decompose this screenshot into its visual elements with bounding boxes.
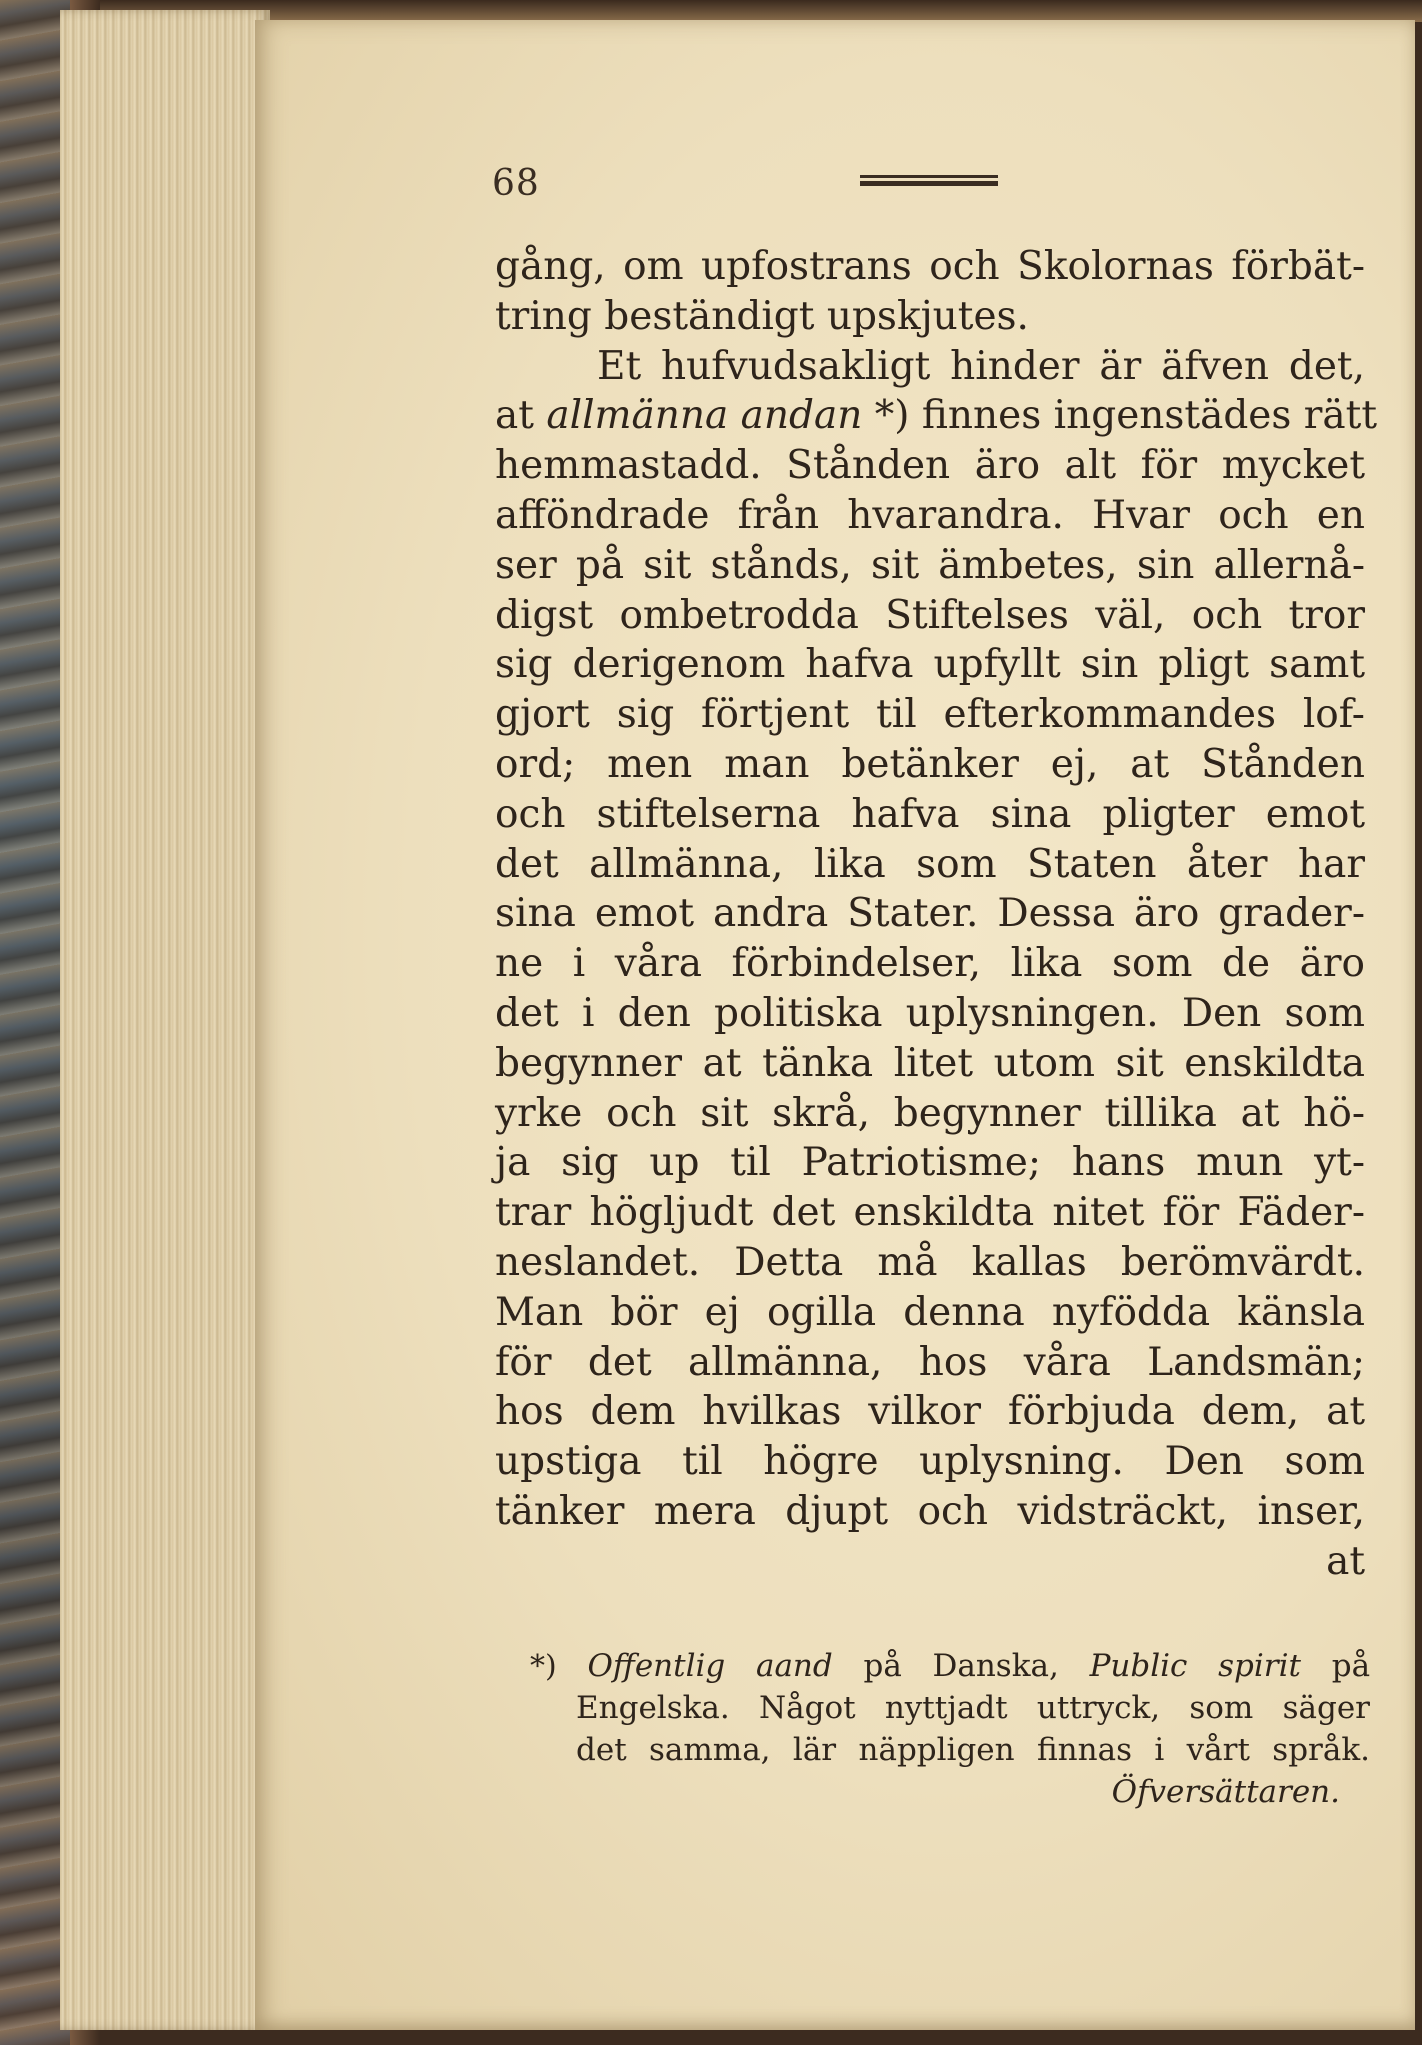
text-line	[495, 391, 1378, 441]
text-line: ne i våra förbindelser, lika som de äro	[495, 941, 1365, 987]
text-line: neslandet. Detta må kallas berömvärdt.	[495, 1239, 1365, 1285]
text-line: Man bör ej ogilla denna nyfödda känsla	[495, 1289, 1365, 1335]
text-line: för det allmänna, hos våra Landsmän;	[495, 1339, 1365, 1385]
text-line: sina emot andra Stater. Dessa äro grader-	[495, 891, 1365, 937]
footnote-marker: *)	[530, 1649, 557, 1684]
text-line: yrke och sit skrå, begynner tillika at hö-	[495, 1090, 1365, 1136]
text-line: sig derigenom hafva upfyllt sin pligt samt	[495, 642, 1365, 688]
text-line: ja sig up til Patriotisme; hans mun yt-	[495, 1140, 1365, 1186]
catchword: at	[1326, 1538, 1365, 1584]
page-number: 68	[492, 163, 540, 204]
header-rule	[860, 175, 998, 189]
italic-term: Offentlig aand	[587, 1648, 833, 1684]
italic-term: Public spirit	[1089, 1648, 1301, 1684]
text-line: det i den politiska uplysningen. Den som	[495, 990, 1365, 1036]
footnote-line: Engelska. Något nyttjadt uttryck, som säger	[576, 1690, 1370, 1726]
text-line: tänker mera djupt och vidsträckt, inser,	[495, 1488, 1365, 1534]
text-line: Et hufvudsakligt hinder är äfven det,	[597, 343, 1365, 389]
text-line: ord; men man betänker ej, at Stånden	[495, 741, 1365, 787]
body-text	[495, 242, 1378, 1587]
footnote	[530, 1645, 1370, 1813]
text-line: gång, om upfostrans och Skolornas förbät-	[495, 244, 1365, 289]
text-line: och stiftelserna hafva sina pligter emot	[495, 791, 1365, 837]
text-line: upstiga til högre uplysning. Den som	[495, 1439, 1365, 1485]
text-line: det allmänna, lika som Staten åter har	[495, 841, 1365, 887]
text-fragment: på	[1331, 1648, 1371, 1684]
text-line: begynner at tänka litet utom sit enskildta	[495, 1040, 1365, 1086]
page-stack	[60, 10, 270, 2030]
text-fragment: på Danska,	[863, 1648, 1059, 1684]
text-line: trar högljudt det enskildta nitet för Fäder-	[495, 1190, 1365, 1236]
text-line: afföndrade från hvarandra. Hvar och en	[495, 492, 1365, 538]
top-page-edge	[100, 0, 1422, 22]
text-line: gjort sig förtjent til efterkommandes lof-	[495, 692, 1365, 738]
text-line: hos dem hvilkas vilkor förbjuda dem, at	[495, 1389, 1365, 1435]
footnote-signature: Öfversättaren.	[1111, 1774, 1340, 1810]
footnote-line: det samma, lär näppligen finnas i vårt språk.	[576, 1732, 1370, 1768]
text-fragment: *) finnes ingenstädes rätt	[874, 393, 1378, 439]
text-line: digst ombetrodda Stiftelses väl, och tror	[495, 592, 1365, 638]
text-fragment: at	[495, 393, 534, 439]
italic-term: allmänna andan	[546, 393, 863, 439]
text-line: hemmastadd. Stånden äro alt för mycket	[495, 443, 1365, 489]
footnote-line	[530, 1645, 1370, 1687]
text-line: ser på sit stånds, sit ämbetes, sin allernå-	[495, 542, 1365, 588]
text-line: tring beständigt upskjutes.	[495, 293, 1029, 339]
